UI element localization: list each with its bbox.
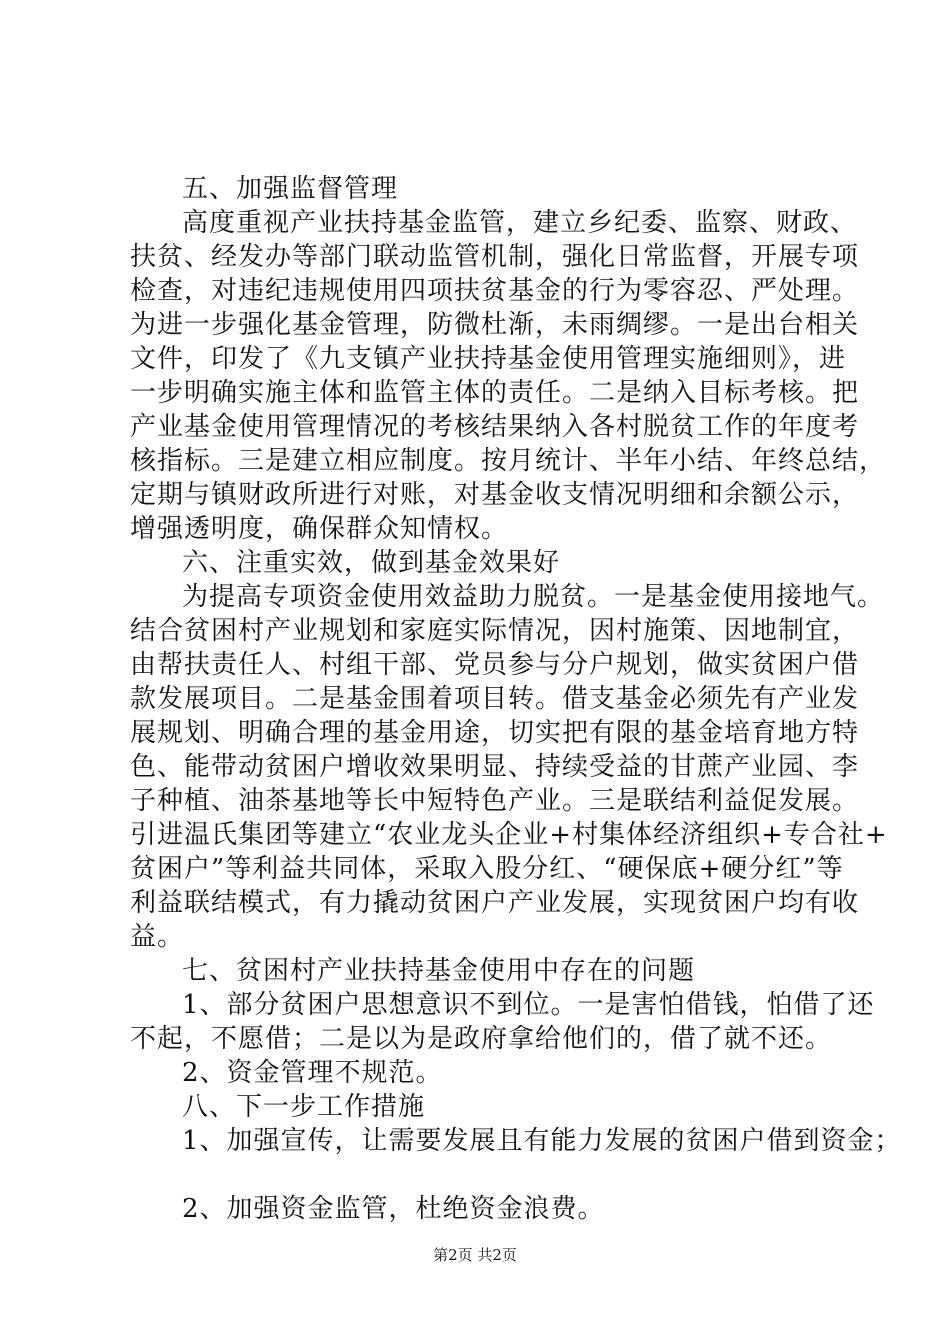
paragraph-line: 产业基金使用管理情况的考核结果纳入各村脱贫工作的年度考 (130, 412, 860, 442)
section-heading-7: 七、贫困村产业扶持基金使用中存在的问题 (182, 956, 696, 986)
paragraph-line: 1、加强宣传，让需要发展且有能力发展的贫困户借到资金； (182, 1126, 902, 1156)
paragraph-line: 展规划、明确合理的基金用途，切实把有限的基金培育地方特 (130, 718, 860, 748)
paragraph-line: 核指标。三是建立相应制度。按月统计、半年小结、年终总结， (130, 446, 887, 476)
blank-line (130, 1158, 858, 1192)
paragraph-line: 检查，对违纪违规使用四项扶贫基金的行为零容忍、严处理。 (130, 276, 860, 306)
paragraph-line: 文件，印发了《九支镇产业扶持基金使用管理实施细则》，进 (130, 344, 847, 374)
paragraph-line: 不起，不愿借；二是以为是政府拿给他们的，借了就不还。 (130, 1024, 833, 1054)
paragraph-line: 引进温氏集团等建立“农业龙头企业+村集体经济组织+专合社+ (130, 820, 888, 850)
document-body (130, 172, 902, 1226)
paragraph-line: 1、部分贫困户思想意识不到位。一是害怕借钱，怕借了还 (182, 990, 875, 1020)
paragraph-line: 2、加强资金监管，杜绝资金浪费。 (182, 1194, 605, 1224)
section-heading-8: 八、下一步工作措施 (182, 1092, 426, 1122)
paragraph-line: 益。 (130, 922, 185, 952)
paragraph-line: 定期与镇财政所进行对账，对基金收支情况明细和余额公示， (130, 480, 860, 510)
section-heading-5: 五、加强监督管理 (182, 174, 399, 204)
section-heading-6: 六、注重实效，做到基金效果好 (182, 548, 561, 578)
paragraph-line: 一步明确实施主体和监管主体的责任。二是纳入目标考核。把 (130, 378, 860, 408)
paragraph-line: 贫困户”等利益共同体，采取入股分红、“硬保底+硬分红”等 (130, 854, 844, 884)
paragraph-line: 2、资金管理不规范。 (182, 1058, 443, 1088)
paragraph-line: 高度重视产业扶持基金监管，建立乡纪委、监察、财政、 (182, 208, 858, 238)
paragraph-line: 为进一步强化基金管理，防微杜渐，未雨绸缪。一是出台相关 (130, 310, 860, 340)
paragraph-line: 增强透明度，确保群众知情权。 (130, 514, 509, 544)
paragraph-line: 结合贫困村产业规划和家庭实际情况，因村施策、因地制宜， (130, 616, 860, 646)
paragraph-line: 款发展项目。二是基金围着项目转。借支基金必须先有产业发 (130, 684, 860, 714)
paragraph-line: 子种植、油茶基地等长中短特色产业。三是联结利益促发展。 (130, 786, 860, 816)
paragraph-line: 利益联结模式，有力撬动贫困户产业发展，实现贫困户均有收 (130, 888, 860, 918)
paragraph-line: 色、能带动贫困户增收效果明显、持续受益的甘蔗产业园、李 (130, 752, 860, 782)
paragraph-line: 由帮扶责任人、村组干部、党员参与分户规划，做实贫困户借 (130, 650, 860, 680)
paragraph-line: 扶贫、经发办等部门联动监管机制，强化日常监督，开展专项 (130, 242, 860, 272)
page-footer: 第2页 共2页 (433, 1246, 517, 1264)
paragraph-line: 为提高专项资金使用效益助力脱贫。一是基金使用接地气。 (182, 582, 885, 612)
